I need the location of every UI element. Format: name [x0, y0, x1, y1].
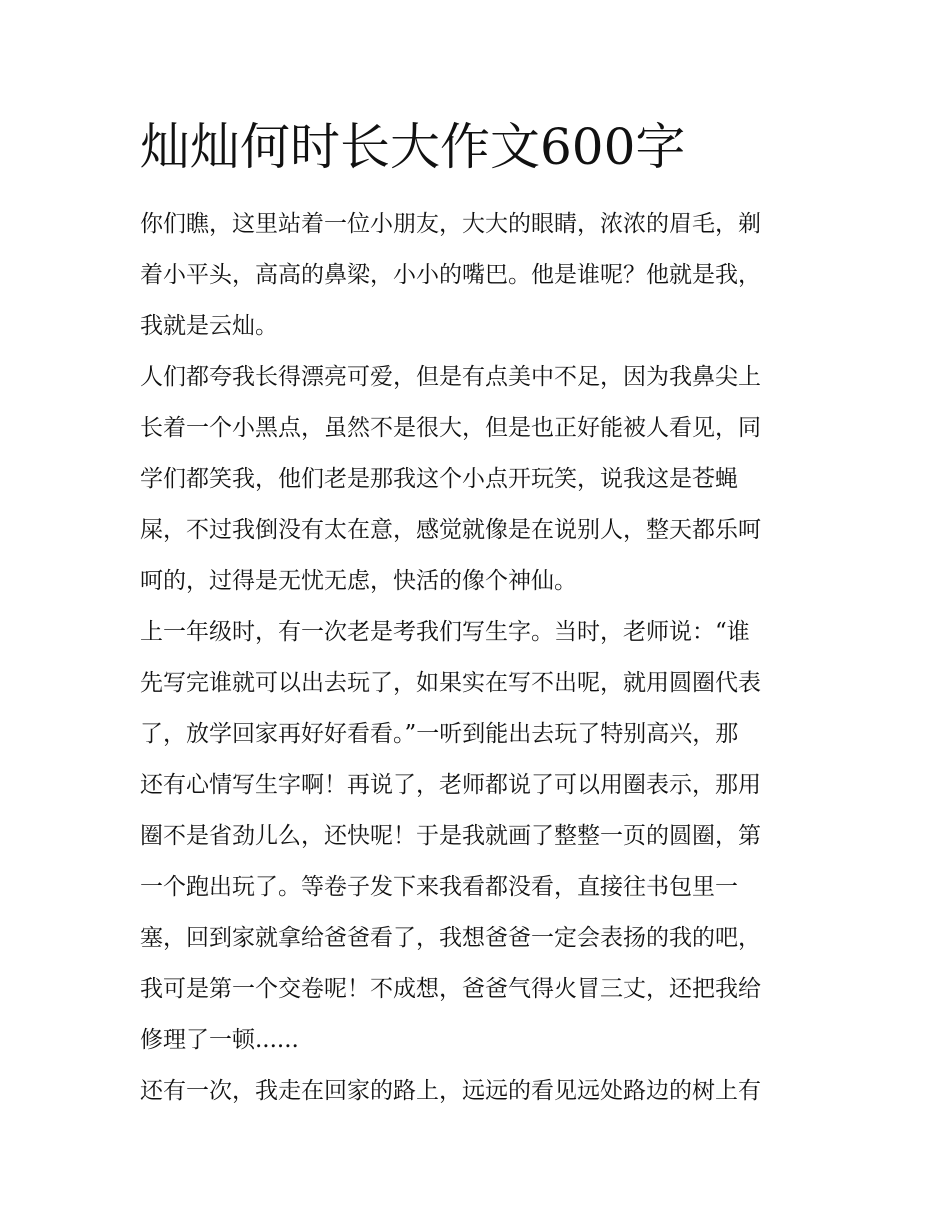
- body-line: 你们瞧，这里站着一位小朋友，大大的眼睛，浓浓的眉毛，剃: [140, 211, 761, 237]
- body-line: 学们都笑我，他们老是那我这个小点开玩笑，说我这是苍蝇: [140, 466, 738, 492]
- body-line: 上一年级时，有一次老是考我们写生字。当时，老师说：“谁: [140, 619, 750, 645]
- body-line: 先写完谁就可以出去玩了，如果实在写不出呢，就用圆圈代表: [140, 670, 761, 696]
- body-line: 塞，回到家就拿给爸爸看了，我想爸爸一定会表扬的我的吧，: [140, 925, 761, 951]
- body-line: 呵的，过得是无忧无虑，快活的像个神仙。: [140, 568, 577, 594]
- body-line: 还有心情写生字啊！再说了，老师都说了可以用圈表示，那用: [140, 772, 761, 798]
- document-title: 灿灿何时长大作文600字: [140, 118, 686, 176]
- body-line: 着小平头，高高的鼻梁，小小的嘴巴。他是谁呢？他就是我，: [140, 262, 761, 288]
- body-line: 屎，不过我倒没有太在意，感觉就像是在说别人，整天都乐呵: [140, 517, 761, 543]
- body-line: 一个跑出玩了。等卷子发下来我看都没看，直接往书包里一: [140, 874, 738, 900]
- body-line: 修理了一顿......: [140, 1027, 299, 1053]
- body-line: 长着一个小黑点，虽然不是很大，但是也正好能被人看见，同: [140, 415, 761, 441]
- body-line: 我可是第一个交卷呢！不成想，爸爸气得火冒三丈，还把我给: [140, 976, 761, 1002]
- body-line: 了，放学回家再好好看看。”一听到能出去玩了特别高兴，那: [140, 721, 739, 747]
- body-line: 我就是云灿。: [140, 313, 278, 339]
- document-body: [140, 199, 820, 1117]
- body-line: 圈不是省劲儿么，还快呢！于是我就画了整整一页的圆圈，第: [140, 823, 761, 849]
- body-line: 人们都夸我长得漂亮可爱，但是有点美中不足，因为我鼻尖上: [140, 364, 761, 390]
- body-line: 还有一次，我走在回家的路上，远远的看见远处路边的树上有: [140, 1078, 761, 1104]
